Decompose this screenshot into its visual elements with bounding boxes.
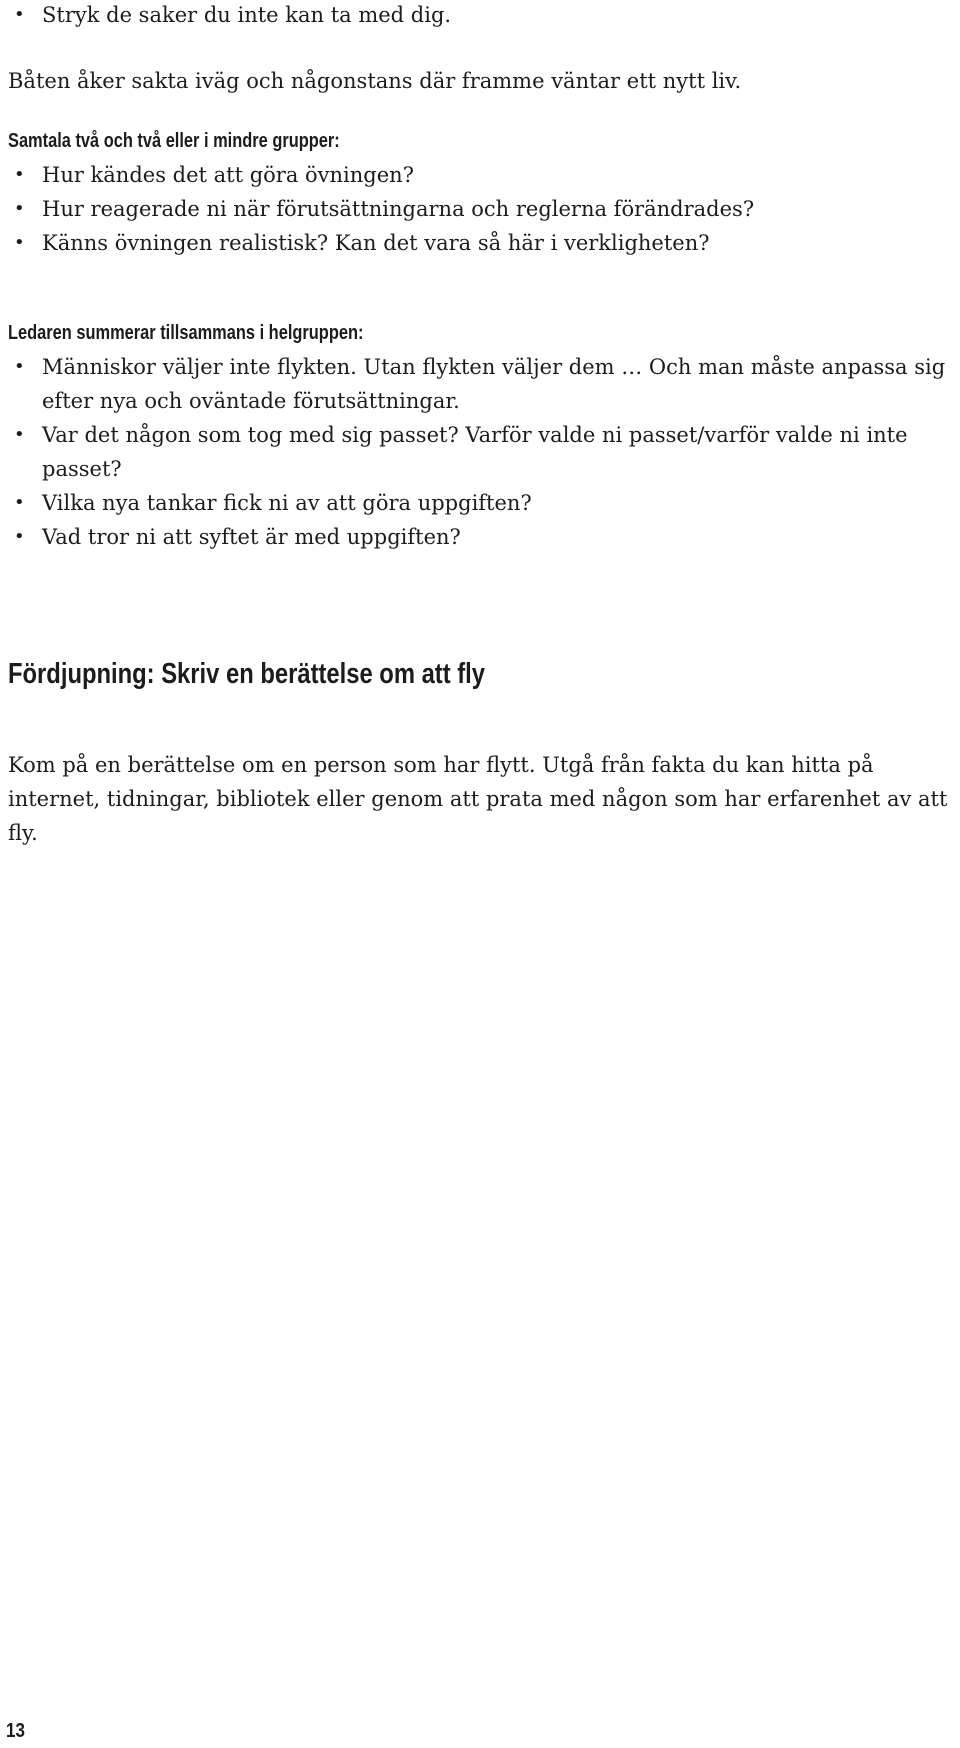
bullet-icon: • <box>14 4 25 25</box>
list-item <box>8 158 953 192</box>
list-item-text: Hur kändes det att göra övningen? <box>42 163 414 187</box>
list-item-text: Vad tror ni att syftet är med uppgiften? <box>42 525 461 549</box>
deepening-paragraph <box>8 748 953 850</box>
deepening-heading: Fördjupning: Skriv en berättelse om att fly <box>8 658 485 690</box>
list-item <box>8 192 953 226</box>
bullet-icon: • <box>14 356 25 377</box>
bullet-icon: • <box>14 164 25 185</box>
summary-section <box>8 316 953 554</box>
bullet-icon: • <box>14 526 25 547</box>
list-item <box>8 350 953 418</box>
list-item-text: Var det någon som tog med sig passet? Varför valde ni passet/varför valde ni inte passet? <box>42 423 908 481</box>
list-item <box>8 486 953 520</box>
bullet-icon: • <box>14 232 25 253</box>
discussion-list <box>8 158 953 260</box>
top-list <box>8 0 953 32</box>
bullet-icon: • <box>14 424 25 445</box>
intro-text: Båten åker sakta iväg och någonstans där framme väntar ett nytt liv. <box>8 69 742 93</box>
discussion-section <box>8 124 953 260</box>
list-item-text: Människor väljer inte flykten. Utan flykten väljer dem … Och man måste anpassa sig efter nya och oväntade förutsättningar. <box>42 355 946 413</box>
list-item <box>8 418 953 486</box>
top-list-block <box>8 0 953 32</box>
list-item-text: Stryk de saker du inte kan ta med dig. <box>42 3 452 27</box>
deepening-text: Kom på en berättelse om en person som har flytt. Utgå från fakta du kan hitta på internet, tidningar, bibliotek eller genom att prata med någon som har erfarenhet av att fly. <box>8 753 948 845</box>
list-item-text: Känns övningen realistisk? Kan det vara så här i verkligheten? <box>42 231 710 255</box>
list-item-text: Hur reagerade ni när förutsättningarna och reglerna förändrades? <box>42 197 755 221</box>
list-item <box>8 226 953 260</box>
page-number: 13 <box>6 1720 25 1742</box>
bullet-icon: • <box>14 492 25 513</box>
bullet-icon: • <box>14 198 25 219</box>
discussion-heading: Samtala två och två eller i mindre grupper: <box>8 130 340 152</box>
summary-heading: Ledaren summerar tillsammans i helgruppen: <box>8 322 364 344</box>
list-item <box>8 0 953 32</box>
list-item <box>8 520 953 554</box>
deepening-section <box>8 654 953 694</box>
summary-list <box>8 350 953 554</box>
intro-paragraph <box>8 64 953 98</box>
list-item-text: Vilka nya tankar fick ni av att göra uppgiften? <box>42 491 532 515</box>
